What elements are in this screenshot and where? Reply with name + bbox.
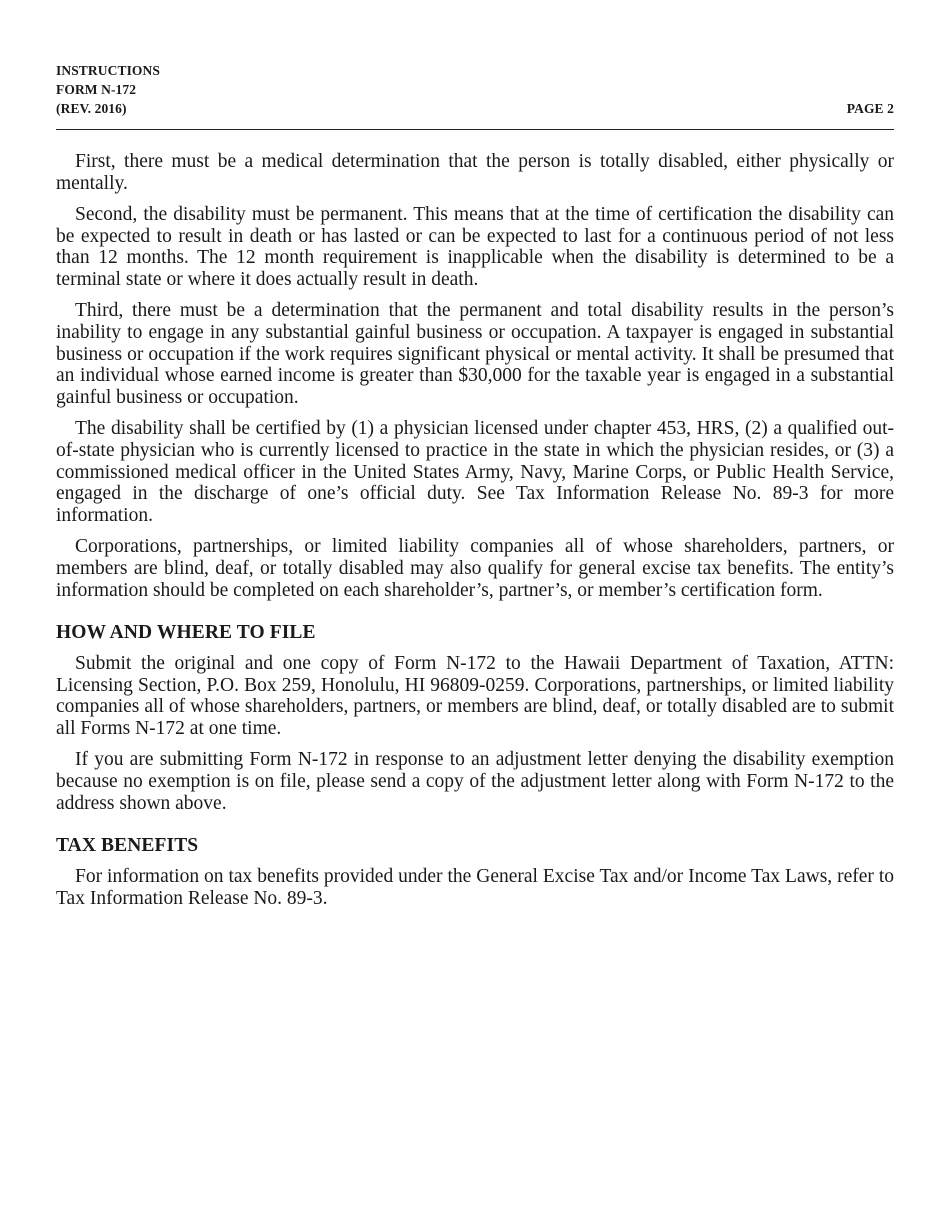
paragraph-second-requirement: Second, the disability must be permanent. This means that at the time of certification the disability can be expected to result in death or has lasted or can be expected to last for a continuous period of not less than 12 months. The 12 month requirement is inapplicable when the disability is determined to be a terminal state or where it does actually result in death.: [56, 203, 894, 291]
document-page: [56, 60, 894, 909]
paragraph-adjustment-letter: If you are submitting Form N-172 in response to an adjustment letter denying the disability exemption because no exemption is on file, please send a copy of the adjustment letter along with Form N-172 to the address shown above.: [56, 749, 894, 814]
heading-tax-benefits: TAX BENEFITS: [56, 835, 199, 857]
paragraph-first-requirement: First, there must be a medical determination that the person is totally disabled, either physically or mentally.: [56, 151, 894, 194]
form-identifier: [56, 61, 160, 118]
page-number: PAGE 2: [846, 101, 894, 116]
paragraph-third-requirement: Third, there must be a determination that the permanent and total disability results in the person’s inability to engage in any substantial gainful business or occupation. A taxpayer is engaged in substantial business or occupation if the work requires significant physical or mental activity. It shall be presumed that an individual whose earned income is greater than $30,000 for the taxable year is engaged in a substantial gainful business or occupation.: [56, 300, 894, 409]
document-body: [56, 151, 894, 919]
header-instructions: INSTRUCTIONS: [56, 63, 160, 78]
header-revision: (REV. 2016): [56, 101, 127, 116]
heading-how-and-where-to-file: HOW AND WHERE TO FILE: [56, 622, 316, 644]
paragraph-tax-benefits-info: For information on tax benefits provided under the General Excise Tax and/or Income Tax Laws, refer to Tax Information Release No. 89-3.: [56, 866, 894, 909]
header-divider: [56, 129, 894, 130]
paragraph-certification: The disability shall be certified by (1) a physician licensed under chapter 453, HRS, (2) a qualified out-of-state physician who is currently licensed to practice in the state in which the physician resides, or (3) a commissioned medical officer in the United States Army, Navy, Marine Corps, or Public Health Service, engaged in the discharge of one’s official duty. See Tax Information Release No. 89-3 for more information.: [56, 418, 894, 527]
paragraph-submit-instructions: Submit the original and one copy of Form N-172 to the Hawaii Department of Taxation, ATTN: Licensing Section, P.O. Box 259, Honolulu, HI 96809-0259. Corporations, partnerships, or limited liability companies all of whose shareholders, partners, or members are blind, deaf, or totally disabled are to submit all Forms N-172 at one time.: [56, 653, 894, 740]
paragraph-entities: Corporations, partnerships, or limited liability companies all of whose shareholders, partners, or members are blind, deaf, or totally disabled may also qualify for general excise tax benefits. The entity’s information should be completed on each shareholder’s, partner’s, or member’s certification form.: [56, 536, 894, 601]
header-form-number: FORM N-172: [56, 82, 137, 97]
page-header: [56, 60, 894, 120]
